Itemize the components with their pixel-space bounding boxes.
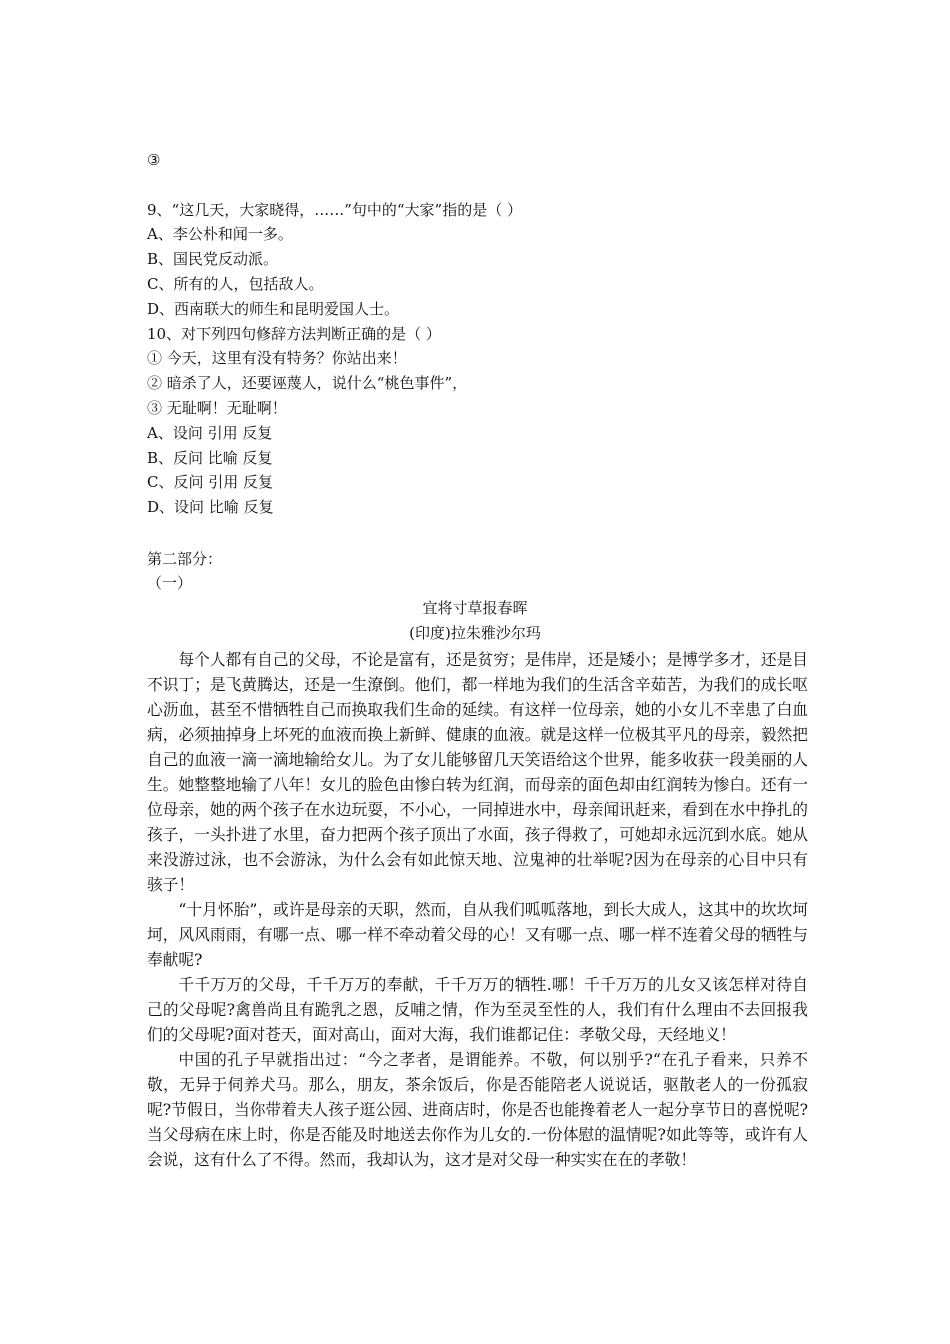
paragraph: 每个人都有自己的父母，不论是富有，还是贫穷；是伟岸，还是矮小；是博学多才，还是目不识丁；是飞黄腾达，还是一生潦倒。他们，都一样地为我们的生活含辛茹苦，为我们的成长呕心沥血，甚至不惜牺牲自己而换取我们生命的延续。有这样一位母亲，她的小女儿不幸患了白血病，必须抽掉身上坏死的血液而换上新鲜、健康的血液。就是这样一位极其平凡的母亲，毅然把自己的血液一滴一滴地输给女儿。为了女儿能够留几天笑语给这个世界，能多收获一段美丽的人生。她整整地输了八年！女儿的脸色由惨白转为红润，而母亲的面色却由红润转为惨白。还有一位母亲，她的两个孩子在水边玩耍，不小心，一同掉进水中，母亲闻讯赶来，看到在水中挣扎的孩子，一头扑进了水里，奋力把两个孩子顶出了水面，孩子得救了，可她却永远沉到水底。她从来没游过泳，也不会游泳，为什么会有如此惊天地、泣鬼神的壮举呢?因为在母亲的心目中只有骇子！ (147, 650, 808, 894)
option-line: D、西南联大的师生和昆明爱国人士。 (147, 299, 400, 318)
blank-line (147, 173, 827, 198)
option-line: A、李公朴和闻一多。 (147, 225, 293, 244)
option-line: A、设问 引用 反复 (147, 423, 273, 442)
sentence-line: ① 今天，这里有没有特务？你站出来！ (147, 349, 407, 368)
question-10: 10、对下列四句修辞方法判断正确的是（ ） (147, 324, 441, 343)
section-heading: 第二部分： (147, 550, 223, 568)
section-subheading: （一） (147, 574, 193, 592)
option-line: C、所有的人，包括敌人。 (147, 274, 324, 293)
article-title: 宜将寸草报春晖 (422, 599, 528, 617)
sentence-line: ② 暗杀了人，还要诬蔑人，说什么“桃色事件”， (147, 374, 468, 393)
option-line: B、反问 比喻 反复 (147, 448, 273, 467)
paragraph: 中国的孔子早就指出过：“今之孝者，是谓能养。不敬，何以别乎?“在孔子看来，只养不敬，无异于伺养犬马。那么，朋友，茶余饭后，你是否能陪老人说说话，驱散老人的一份孤寂呢?节假日，当你带着夫人孩子逛公园、进商店时，你是否也能搀着老人一起分享节日的喜悦呢?当父母病在床上时，你是否能及时地送去你作为儿女的.一份体慰的温情呢?如此等等，或许有人会说，这有什么了不得。然而，我却认为，这才是对父母一种实实在在的孝敬！ (147, 1050, 808, 1169)
article-author: (印度)拉朱雅沙尔玛 (409, 624, 541, 642)
sentence-line: ③ 无耻啊！无耻啊！ (147, 398, 287, 417)
paragraph: “十月怀胎”，或许是母亲的天职，然而，自从我们呱呱落地，到长大成人，这其中的坎坎坷坷，风风雨雨，有哪一点、哪一样不牵动着父母的心！又有哪一点、哪一样不连着父母的牺牲与奉献呢? (147, 900, 808, 969)
option-line: D、设问 比喻 反复 (147, 498, 274, 517)
top-marker: ③ (147, 151, 161, 169)
option-line: C、反问 引用 反复 (147, 473, 274, 492)
section-header (147, 547, 827, 595)
question-block (147, 148, 827, 520)
article-body (147, 647, 808, 1172)
question-9: 9、“这几天，大家晓得，……”句中的“大家”指的是（ ） (147, 200, 522, 219)
option-line: B、国民党反动派。 (147, 250, 279, 269)
paragraph: 千千万万的父母，千千万万的奉献，千千万万的牺牲.哪！千千万万的儿女又该怎样对待自己的父母呢?禽兽尚且有跪乳之恩，反哺之情，作为至灵至性的人，我们有什么理由不去回报我们的父母呢?面对苍天，面对高山，面对大海，我们谁都记住：孝敬父母，天经地义！ (147, 975, 808, 1044)
